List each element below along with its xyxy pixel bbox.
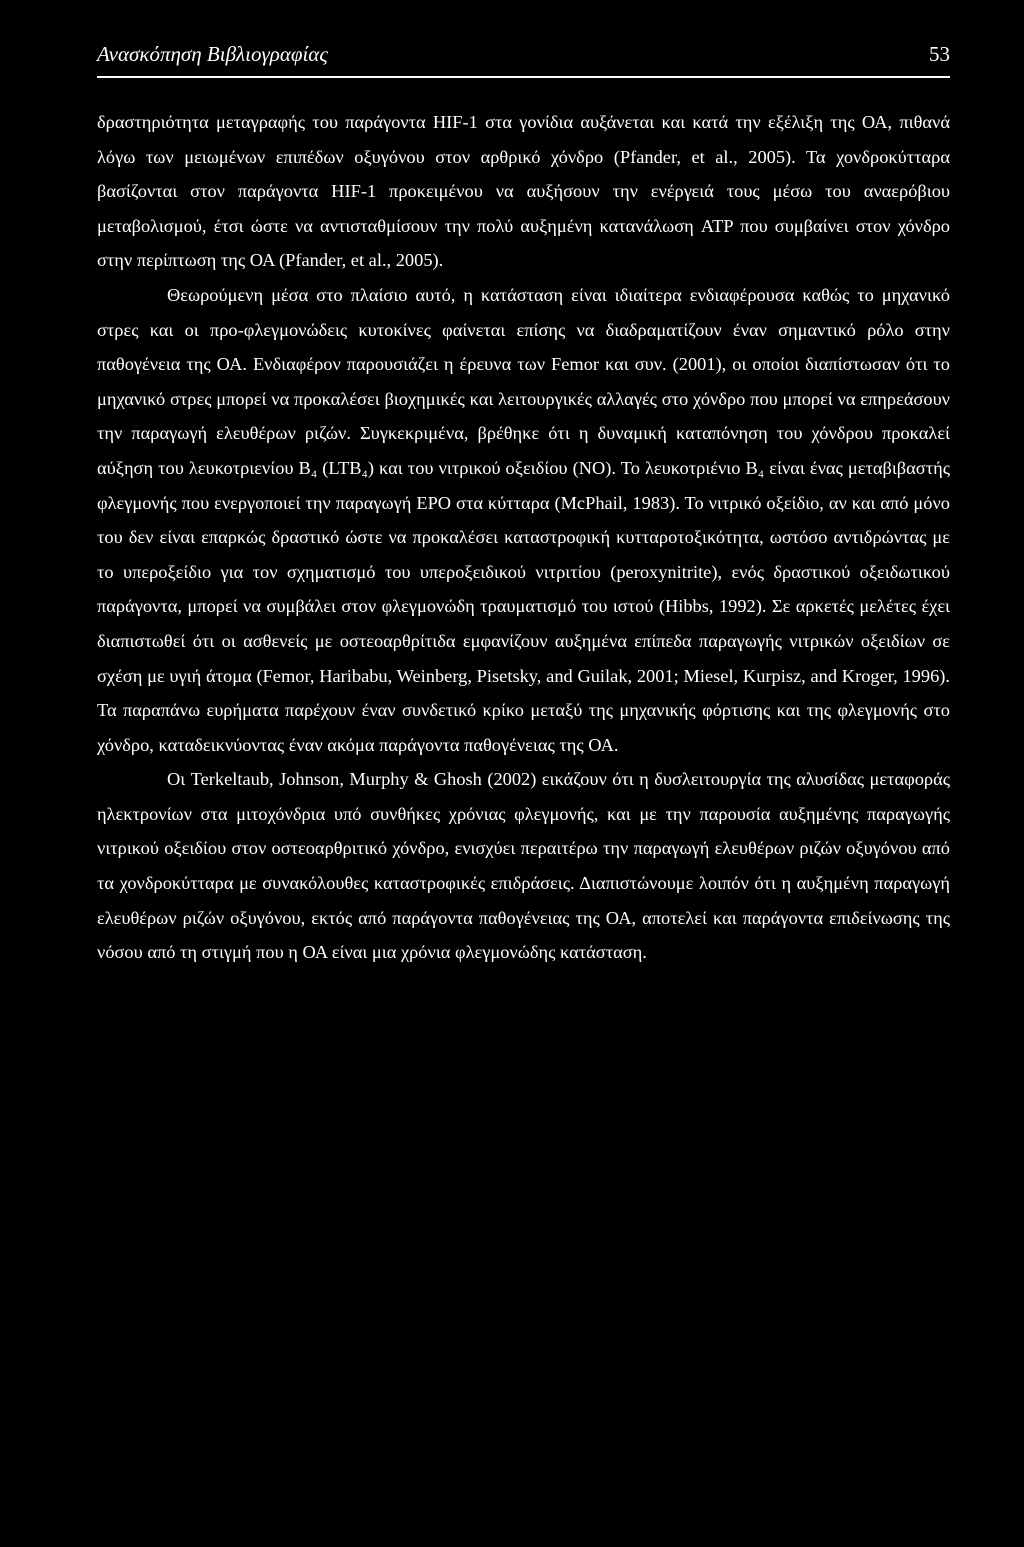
- paragraph-1: δραστηριότητα μεταγραφής του παράγοντα HIF-1 στα γονίδια αυξάνεται και κατά την εξέλιξη της ΟΑ, πιθανά λόγω των μειωμένων επιπέδων οξυγόνου στον αρθρικό χόνδρο (Pfander, et al., 2005). Τα χονδροκύτταρα βασίζονται στον παράγοντα HIF-1 προκειμένου να αυξήσουν την ενέργειά τους μέσω του αναερόβιου μεταβολισμού, έτσι ώστε να αντισταθμίσουν την πολύ αυξημένη κατανάλωση ATP που συμβαίνει στον χόνδρο στην περίπτωση της ΟΑ (Pfander, et al., 2005).: [97, 112, 950, 271]
- page-header: [97, 42, 950, 76]
- body-text: [97, 105, 950, 970]
- paragraph-3: Οι Terkeltaub, Johnson, Murphy & Ghosh (2002) εικάζουν ότι η δυσλειτουργία της αλυσίδας μεταφοράς ηλεκτρονίων στα μιτοχόνδρια υπό συνθήκες χρόνιας φλεγμονής, και με την παρουσία αυξημένης παραγωγής νιτρικού οξειδίου στον οστεοαρθριτικό χόνδρο, ενισχύει περαιτέρω την παραγωγή ελευθέρων ριζών οξυγόνου από τα χονδροκύτταρα με συνακόλουθες καταστροφικές επιδράσεις. Διαπιστώνουμε λοιπόν ότι η αυξημένη παραγωγή ελευθέρων ριζών οξυγόνου, εκτός από παράγοντα παθογένειας της ΟΑ, αποτελεί και παράγοντα επιδείνωσης της νόσου από τη στιγμή που η ΟΑ είναι μια χρόνια φλεγμονώδης κατάσταση.: [97, 769, 950, 963]
- page-number: 53: [929, 42, 950, 66]
- paragraph-2: Θεωρούμενη μέσα στο πλαίσιο αυτό, η κατάσταση είναι ιδιαίτερα ενδιαφέρουσα καθώς το μηχανικό στρες και οι προ-φλεγμονώδεις κυτοκίνες φαίνεται επίσης να διαδραματίζουν έναν σημαντικό ρόλο στην παθογένεια της ΟΑ. Ενδιαφέρον παρουσιάζει η έρευνα των Femor και συν. (2001), οι οποίοι διαπίστωσαν ότι το μηχανικό στρες μπορεί να προκαλέσει βιοχημικές και λειτουργικές αλλαγές στο χόνδρο που μπορεί να επηρεάσουν την παραγωγή ελευθέρων ριζών. Συγκεκριμένα, βρέθηκε ότι η δυναμική καταπόνηση του χόνδρου προκαλεί αύξηση του λευκοτριενίου B₄ (LTB₄) και του νιτρικού οξειδίου (NO). Το λευκοτριένιο B₄ είναι ένας μεταβιβαστής φλεγμονής που ενεργοποιεί την παραγωγή EPO στα κύτταρα (McPhail, 1983). Το νιτρικό οξείδιο, αν και από μόνο του δεν είναι επαρκώς δραστικό ώστε να προκαλέσει καταστροφική κυτταροτοξικότητα, ωστόσο αντιδρώντας με το υπεροξείδιο για τον σχηματισμό του υπεροξειδικού νιτριτίου (peroxynitrite), ενός δραστικού οξειδωτικού παράγοντα, μπορεί να συμβάλει στον φλεγμονώδη τραυματισμό του ιστού (Hibbs, 1992). Σε αρκετές μελέτες έχει διαπιστωθεί ότι οι ασθενείς με οστεοαρθρίτιδα εμφανίζουν αυξημένα επίπεδα παραγωγής νιτρικών οξειδίων σε σχέση με υγιή άτομα (Femor, Haribabu, Weinberg, Pisetsky, and Guilak, 2001; Miesel, Kurpisz, and Kroger, 1996). Τα παραπάνω ευρήματα παρέχουν έναν συνδετικό κρίκο μεταξύ της μηχανικής φόρτισης και της φλεγμονής στο χόνδρο, καταδεικνύοντας έναν ακόμα παράγοντα παθογένειας της ΟΑ.: [97, 284, 950, 755]
- header-rule: [97, 76, 950, 78]
- running-header-title: Ανασκόπηση Βιβλιογραφίας: [97, 42, 328, 66]
